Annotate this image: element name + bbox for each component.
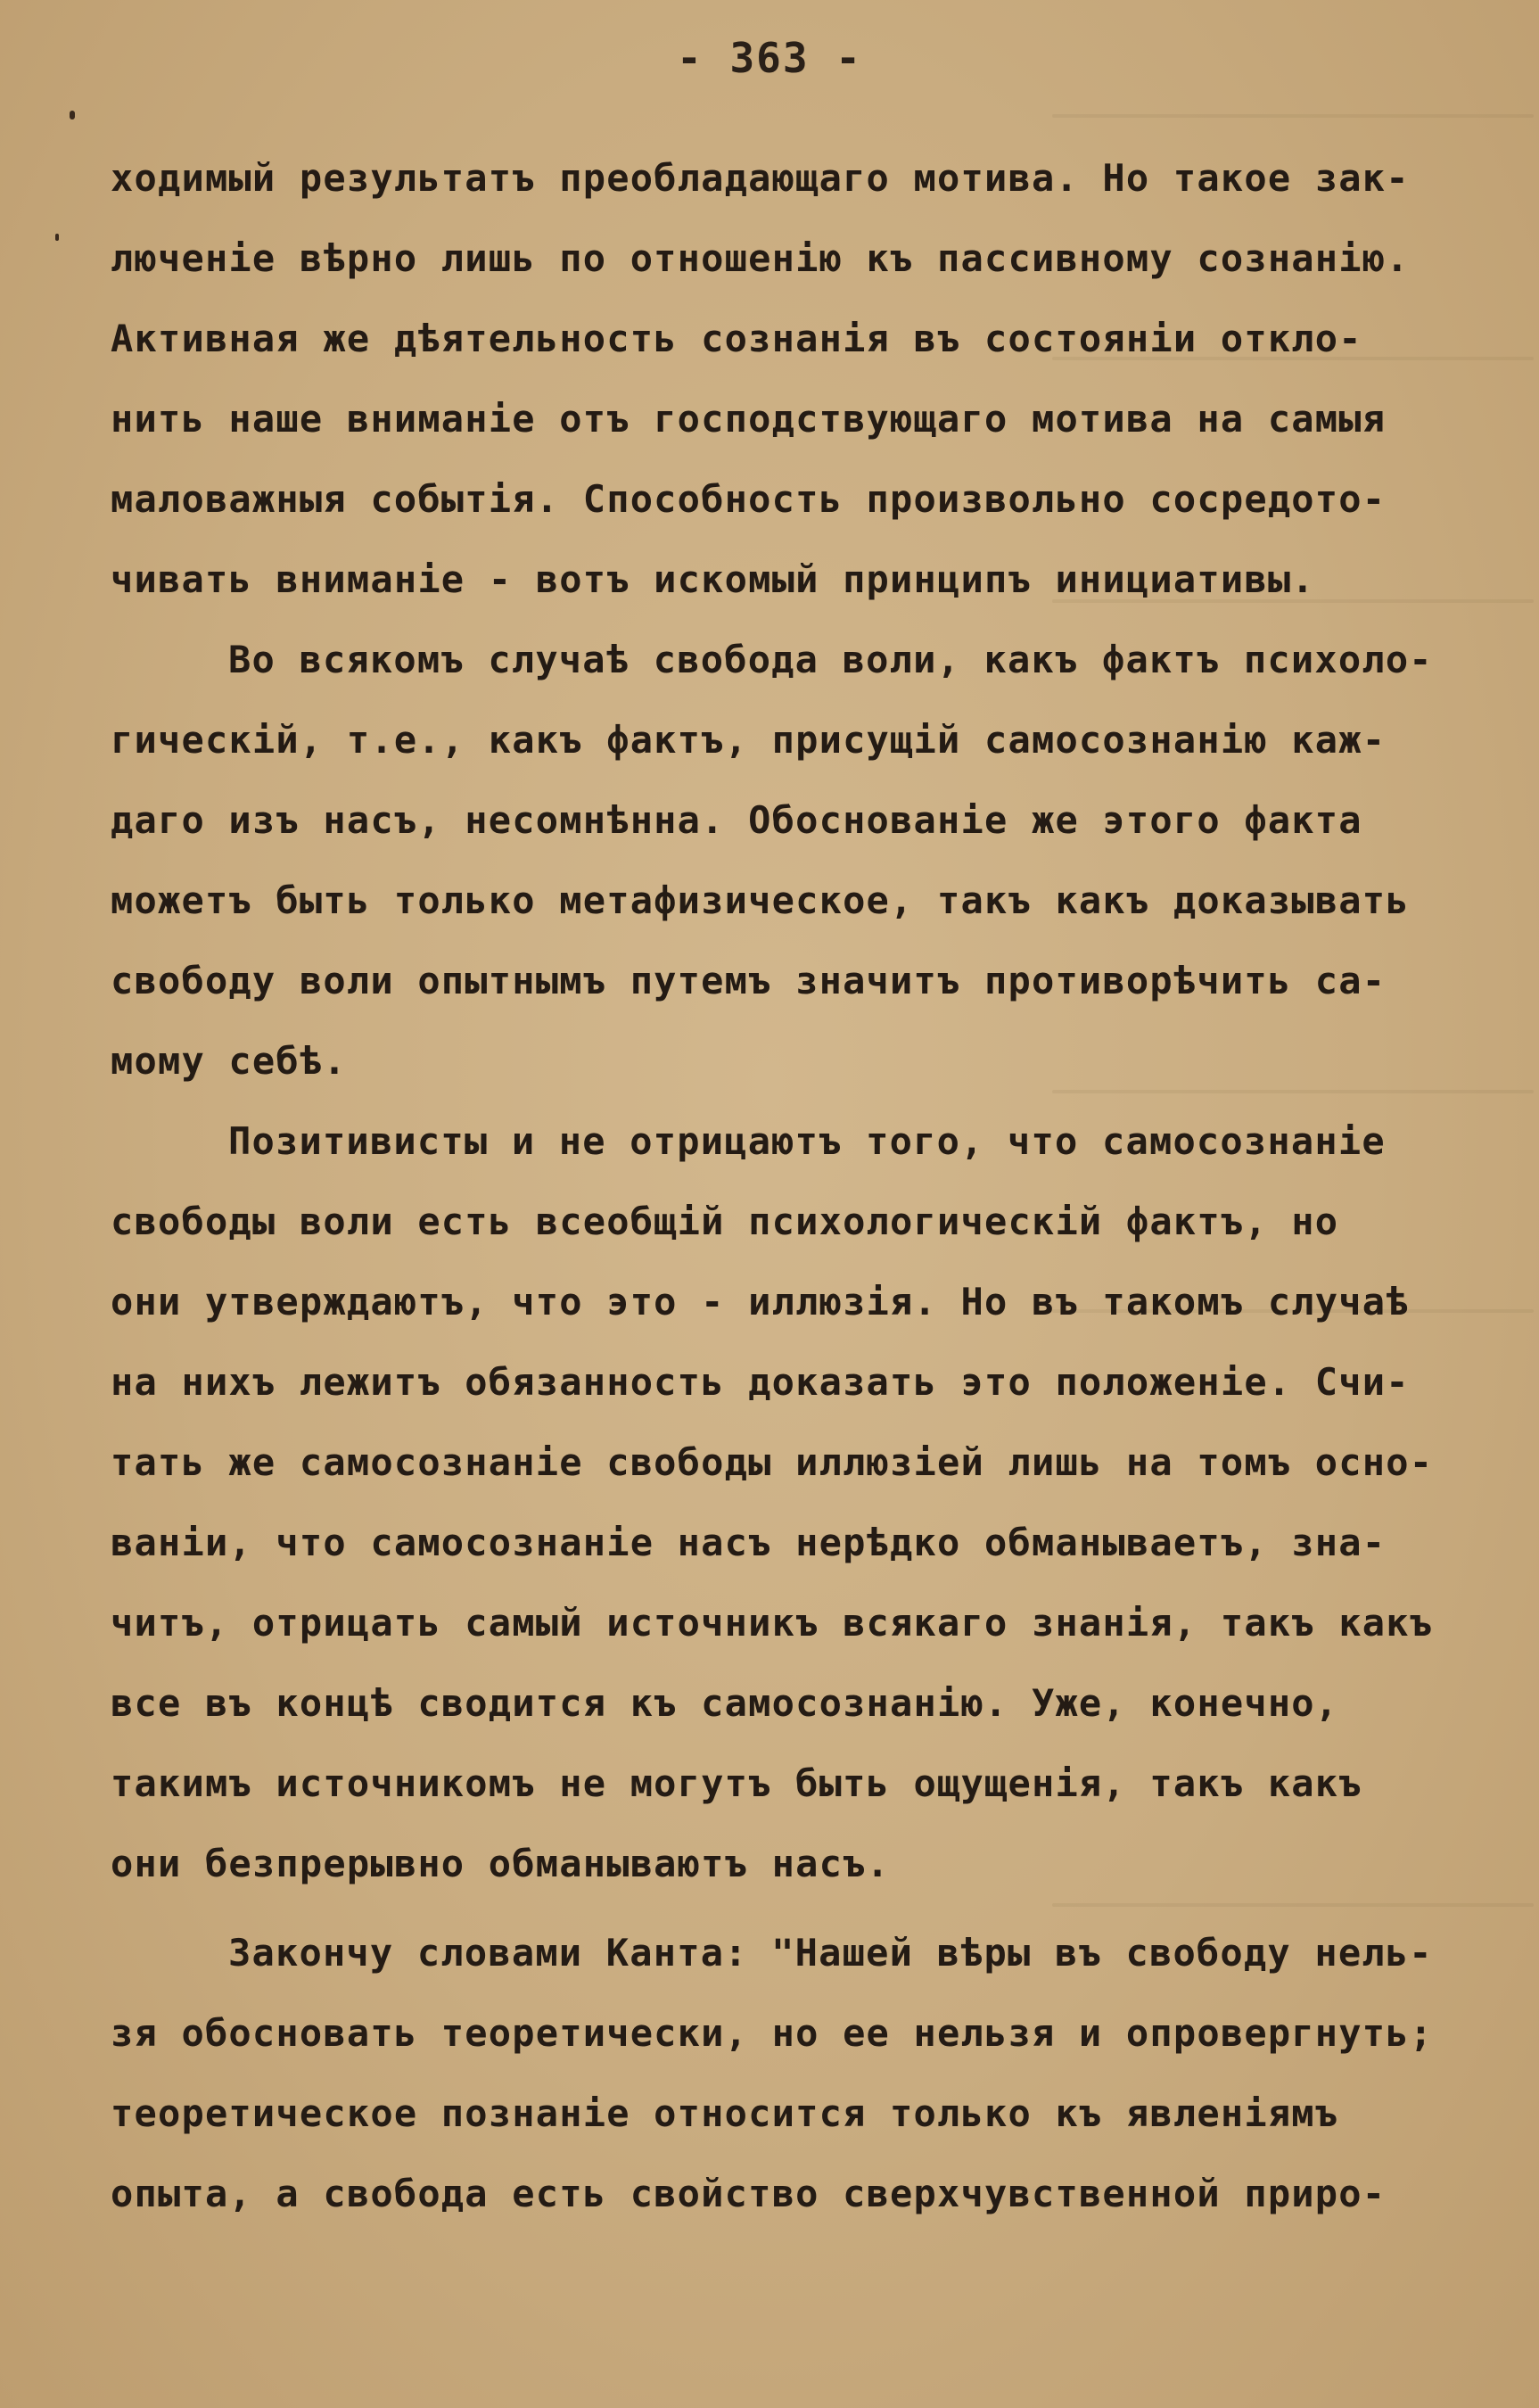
text-line: ходимый результатъ преобладающаго мотива. Но такое зак- (111, 156, 1410, 200)
text-line: зя обосновать теоретически, но ее нельзя и опровергнуть; (111, 2011, 1434, 2055)
text-line: читъ, отрицать самый источникъ всякаго знанія, такъ какъ (111, 1601, 1434, 1645)
text-line: даго изъ насъ, несомнѣнна. Обоснованіе же этого факта (111, 798, 1362, 842)
text-line: они безпрерывно обманываютъ насъ. (111, 1842, 891, 1885)
text-line: опыта, а свобода есть свойство сверхчувственной приро- (111, 2172, 1387, 2215)
text-line: тать же самосознаніе свободы иллюзіей лишь на томъ осно- (111, 1440, 1434, 1484)
ink-speck (70, 111, 75, 120)
text-line: маловажныя событія. Способность произвольно сосредото- (111, 477, 1387, 521)
text-line: люченіе вѣрно лишь по отношенію къ пассивному сознанію. (111, 236, 1410, 280)
text-line: гическій, т.е., какъ фактъ, присущій самосознанію каж- (111, 718, 1387, 762)
text-line: нить наше вниманіе отъ господствующаго мотива на самыя (111, 397, 1387, 441)
paragraph-first-line: Закончу словами Канта: "Нашей вѣры въ свободу нель- (228, 1931, 1433, 1975)
text-line: все въ концѣ сводится къ самосознанію. Уже, конечно, (111, 1681, 1339, 1725)
text-line: можетъ быть только метафизическое, такъ какъ доказывать (111, 878, 1410, 922)
bleed-through-mark (1052, 114, 1534, 118)
paragraph-first-line: Во всякомъ случаѣ свобода воли, какъ фактъ психоло- (228, 638, 1433, 681)
bleed-through-mark (1052, 1090, 1534, 1093)
text-line: ваніи, что самосознаніе насъ нерѣдко обманываетъ, зна- (111, 1521, 1387, 1564)
text-line: свободы воли есть всеобщій психологическій фактъ, но (111, 1200, 1339, 1243)
text-line: на нихъ лежитъ обязанность доказать это положеніе. Счи- (111, 1360, 1410, 1404)
bleed-through-mark (1052, 1903, 1534, 1907)
text-line: они утверждаютъ, что это - иллюзія. Но въ такомъ случаѣ (111, 1280, 1410, 1324)
text-line: мому себѣ. (111, 1039, 347, 1083)
ink-speck (55, 234, 59, 241)
text-line: такимъ источникомъ не могутъ быть ощущенія, такъ какъ (111, 1761, 1362, 1805)
page-number: - 363 - (677, 34, 862, 82)
paragraph-first-line: Позитивисты и не отрицаютъ того, что самосознаніе (228, 1119, 1386, 1163)
text-line: свободу воли опытнымъ путемъ значитъ противорѣчить са- (111, 959, 1387, 1002)
text-line: теоретическое познаніе относится только къ явленіямъ (111, 2091, 1339, 2135)
text-line: чивать вниманіе - вотъ искомый принципъ инициативы. (111, 557, 1315, 601)
text-line: Активная же дѣятельность сознанія въ состояніи откло- (111, 317, 1362, 360)
